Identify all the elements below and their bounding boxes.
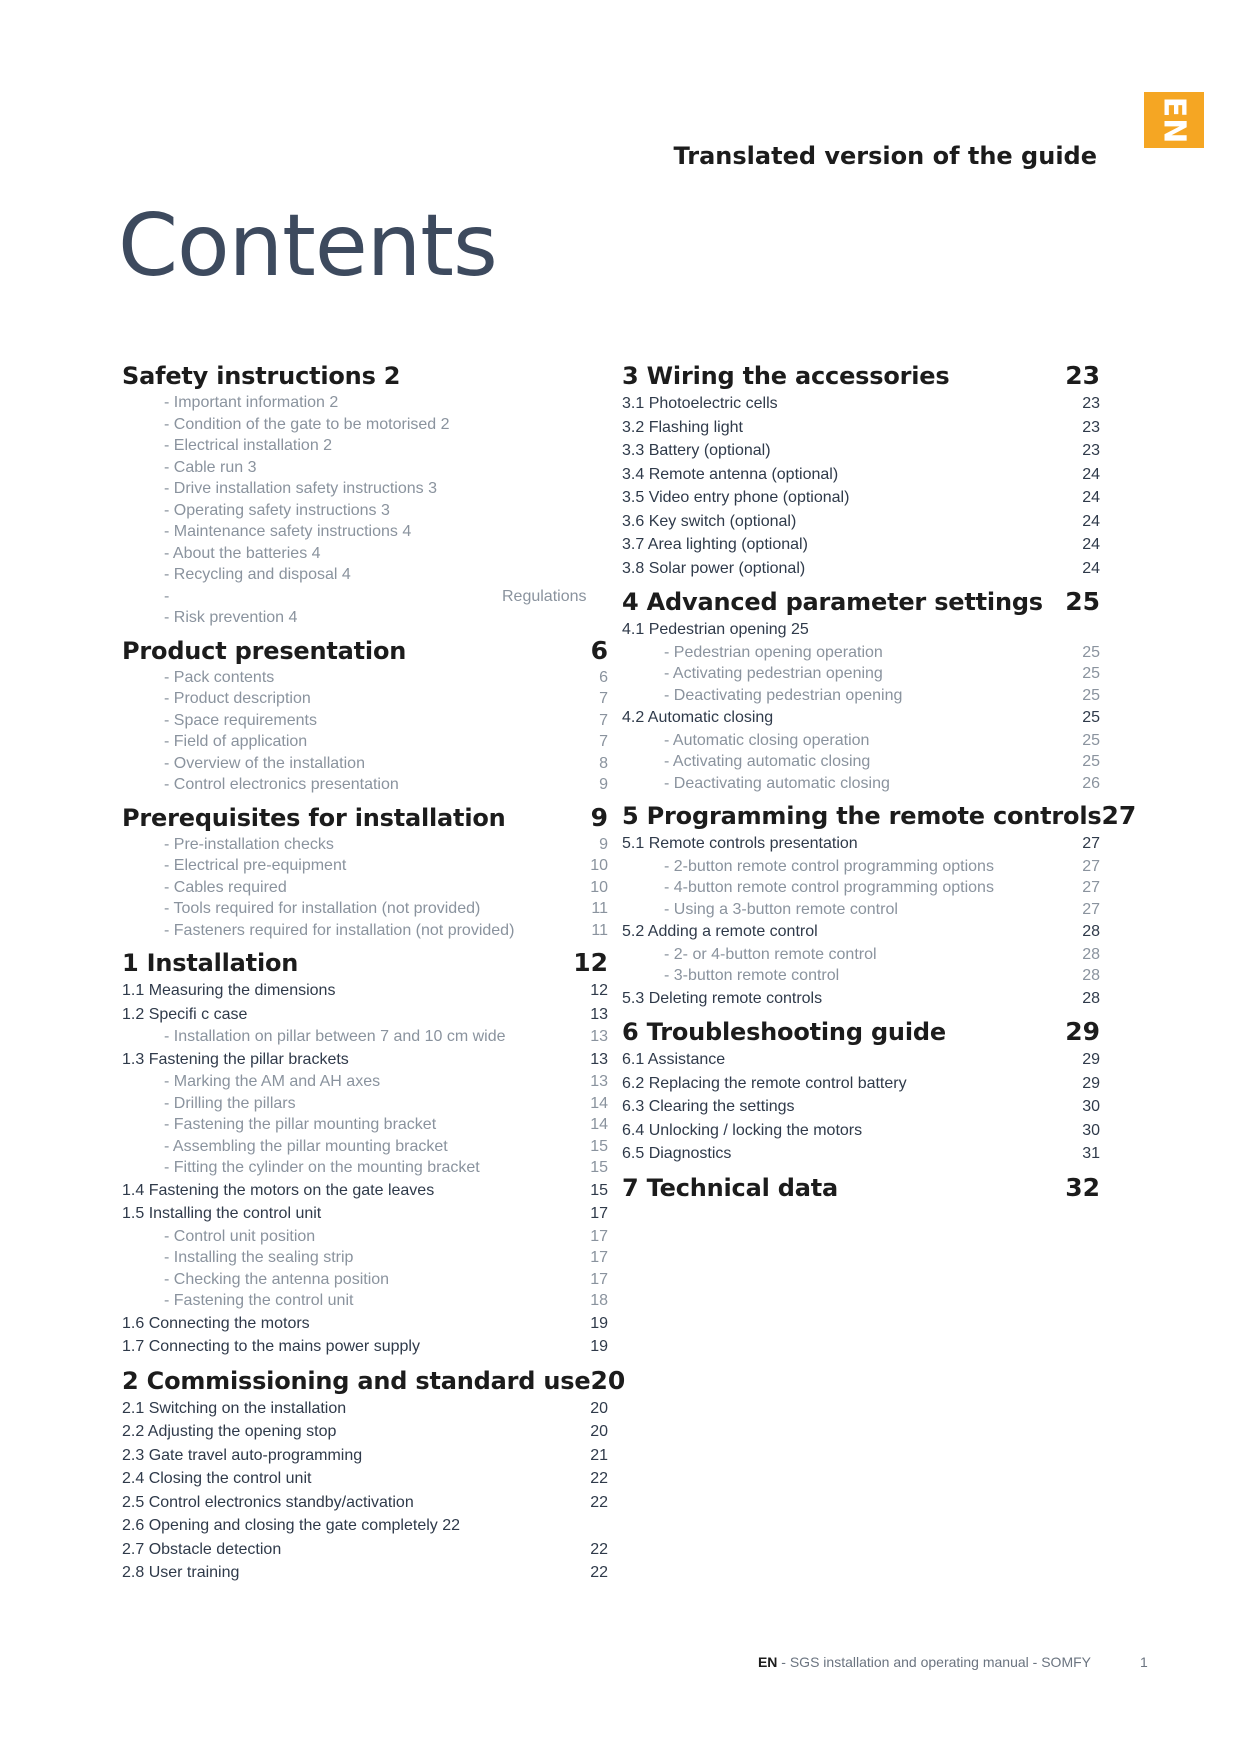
toc-entry-title: 6 Troubleshooting guide xyxy=(622,1018,946,1046)
toc-entry-title: - Installation on pillar between 7 and 10 cm wide xyxy=(164,1028,506,1045)
toc-page-number: 9 xyxy=(590,802,608,832)
toc-entry-title: Safety instructions 2 xyxy=(122,362,401,390)
toc-section-heading[interactable] xyxy=(122,947,608,979)
toc-entry[interactable] xyxy=(122,435,608,457)
toc-entry[interactable] xyxy=(622,877,1100,899)
toc-entry-title: - Cable run 3 xyxy=(164,458,257,476)
toc-entry[interactable] xyxy=(122,1026,608,1048)
toc-entry[interactable] xyxy=(622,773,1100,795)
toc-entry-title: - Recycling and disposal 4 xyxy=(164,566,351,583)
toc-entry-title: 6.4 Unlocking / locking the motors xyxy=(622,1121,863,1139)
toc-entry[interactable] xyxy=(122,1335,608,1359)
toc-entry-title: - Cables required xyxy=(164,878,287,896)
toc-page-number: 23 xyxy=(1082,442,1100,459)
toc-entry[interactable] xyxy=(122,710,608,732)
toc-page-number: 20 xyxy=(590,1365,626,1395)
toc-entry[interactable] xyxy=(622,463,1100,487)
toc-entry-title: 7 Technical data xyxy=(622,1173,838,1202)
toc-page-number: 15 xyxy=(590,1159,608,1176)
toc-page-number: 27 xyxy=(1101,801,1137,830)
toc-page-number: 27 xyxy=(1082,879,1100,896)
toc-entry-title: 6.2 Replacing the remote control battery xyxy=(622,1074,907,1092)
toc-entry-title: 4.2 Automatic closing xyxy=(622,709,774,726)
toc-entry-title: - Product description xyxy=(164,690,311,707)
toc-page-number: 22 xyxy=(590,1470,608,1487)
toc-entry-title: - Condition of the gate to be motorised 2 xyxy=(164,415,450,433)
toc-entry[interactable] xyxy=(622,618,1100,642)
toc-entry[interactable] xyxy=(122,1071,608,1093)
toc-entry-title: - Space requirements xyxy=(164,711,317,729)
toc-entry[interactable] xyxy=(122,1420,608,1444)
toc-entry-title: 1.5 Installing the control unit xyxy=(122,1205,322,1222)
toc-entry[interactable] xyxy=(622,439,1100,463)
toc-page-number: 19 xyxy=(590,1314,608,1332)
toc-entry-title: - Important information 2 xyxy=(164,394,339,411)
toc-entry-title: 1 Installation xyxy=(122,949,299,977)
toc-page-number: 20 xyxy=(590,1423,608,1440)
toc-entry[interactable] xyxy=(622,416,1100,440)
footer-text: - SGS installation and operating manual - SOMFY xyxy=(777,1654,1091,1670)
toc-entry-title: - Operating safety instructions 3 xyxy=(164,501,390,519)
toc-entry[interactable] xyxy=(122,1397,608,1421)
toc-page-number: 25 xyxy=(1082,686,1100,704)
toc-entry[interactable] xyxy=(122,898,608,920)
toc-entry[interactable] xyxy=(122,1247,608,1269)
toc-entry-title: - Electrical pre-equipment xyxy=(164,857,347,874)
toc-page-number: 13 xyxy=(590,1028,608,1045)
toc-entry[interactable] xyxy=(122,753,608,775)
toc-page-number: 17 xyxy=(590,1205,608,1222)
toc-entry-title: 4.1 Pedestrian opening 25 xyxy=(622,621,809,638)
toc-entry[interactable] xyxy=(622,685,1100,707)
toc-page-number: 28 xyxy=(1082,989,1100,1007)
toc-entry-title: - Marking the AM and AH axes xyxy=(164,1073,381,1090)
toc-entry-title: - Fasteners required for installation (not provided) xyxy=(164,921,515,939)
toc-page-number: 22 xyxy=(590,1540,608,1558)
toc-page-number: 30 xyxy=(1082,1098,1100,1115)
toc-entry[interactable] xyxy=(622,1119,1100,1143)
toc-page-number: 15 xyxy=(590,1137,608,1155)
toc-section-heading[interactable] xyxy=(122,802,608,834)
toc-page-number: 29 xyxy=(1065,1017,1100,1046)
toc-page-number: 12 xyxy=(573,948,608,977)
toc-entry-title: - Checking the antenna position xyxy=(164,1270,390,1288)
toc-entry[interactable] xyxy=(122,979,608,1003)
toc-page-number: 28 xyxy=(1082,945,1100,963)
toc-page-number: 25 xyxy=(1065,587,1100,616)
toc-entry-title: - Field of application xyxy=(164,733,308,750)
toc-entry[interactable] xyxy=(122,1269,608,1291)
toc-entry-title: - Activating automatic closing xyxy=(664,753,871,770)
toc-page-number: 8 xyxy=(599,754,608,772)
toc-entry-title: - Deactivating automatic closing xyxy=(664,774,890,792)
toc-entry-title: - 2-button remote control programming options xyxy=(664,857,994,875)
toc-entry[interactable] xyxy=(122,1561,608,1585)
toc-entry-title: 3 Wiring the accessories xyxy=(622,362,950,390)
toc-page-number: 27 xyxy=(1082,857,1100,875)
toc-page-number: 12 xyxy=(590,982,608,999)
toc-entry-title: 1.1 Measuring the dimensions xyxy=(122,982,336,999)
toc-page-number: 27 xyxy=(1082,900,1100,918)
toc-entry[interactable] xyxy=(122,774,608,796)
toc-entry[interactable] xyxy=(122,877,608,899)
toc-page-number: 25 xyxy=(1082,709,1100,726)
toc-entry-title: - xyxy=(164,587,170,605)
toc-entry[interactable] xyxy=(122,667,608,689)
toc-entry-title: - Fitting the cylinder on the mounting bracket xyxy=(164,1159,480,1176)
toc-right-column xyxy=(622,360,1137,1204)
toc-entry[interactable] xyxy=(622,486,1100,510)
toc-entry-title: 6.5 Diagnostics xyxy=(622,1145,732,1162)
toc-entry[interactable] xyxy=(622,510,1100,534)
toc-section-heading[interactable] xyxy=(122,1365,626,1397)
toc-entry[interactable] xyxy=(122,1048,608,1072)
toc-section-heading[interactable] xyxy=(622,586,1100,618)
toc-entry[interactable] xyxy=(622,1072,1100,1096)
toc-entry[interactable] xyxy=(122,1226,608,1248)
toc-entry-title: Product presentation xyxy=(122,636,407,665)
toc-page-number: 6 xyxy=(590,635,608,665)
toc-entry-title: 3.3 Battery (optional) xyxy=(622,442,771,459)
toc-page-number: 29 xyxy=(1082,1051,1100,1068)
toc-page-number: 7 xyxy=(599,711,608,729)
toc-page-number: 15 xyxy=(590,1181,608,1199)
toc-entry[interactable] xyxy=(122,478,608,500)
toc-entry-title: - Activating pedestrian opening xyxy=(664,665,883,682)
toc-page-number: 30 xyxy=(1082,1121,1100,1139)
toc-page-number: 14 xyxy=(590,1116,608,1133)
toc-page-number: 9 xyxy=(599,776,608,793)
toc-page-number: 23 xyxy=(1082,395,1100,412)
toc-page-number: 22 xyxy=(590,1564,608,1581)
toc-entry[interactable] xyxy=(122,414,608,436)
page-title: Contents xyxy=(118,196,497,296)
toc-page-number: 25 xyxy=(1082,731,1100,749)
footer xyxy=(758,1654,1091,1670)
toc-entry[interactable] xyxy=(122,1491,608,1515)
language-tab-label: EN xyxy=(1156,96,1192,144)
toc-page-number: 25 xyxy=(1082,665,1100,682)
toc-entry-title: - Electrical installation 2 xyxy=(164,437,333,454)
toc-page-number: 28 xyxy=(1082,923,1100,940)
toc-page-number: 7 xyxy=(599,733,608,750)
toc-entry-title: - Using a 3-button remote control xyxy=(664,900,898,918)
toc-page-number: 10 xyxy=(590,857,608,874)
toc-entry-title: - Overview of the installation xyxy=(164,754,365,772)
toc-entry[interactable] xyxy=(122,834,608,856)
toc-page-number: 25 xyxy=(1082,753,1100,770)
toc-page-number: 10 xyxy=(590,878,608,896)
toc-page-number: 17 xyxy=(590,1270,608,1288)
toc-entry-title: 3.2 Flashing light xyxy=(622,418,743,436)
toc-entry[interactable] xyxy=(622,944,1100,966)
toc-entry-title: - Fastening the control unit xyxy=(164,1292,354,1309)
toc-entry-title: 2.8 User training xyxy=(122,1564,240,1581)
toc-entry-title: - Risk prevention 4 xyxy=(164,609,298,626)
toc-page-number: 28 xyxy=(1082,967,1100,984)
toc-page-number: 18 xyxy=(590,1292,608,1309)
toc-entry[interactable] xyxy=(122,607,608,629)
toc-entry[interactable] xyxy=(622,899,1100,921)
toc-page-number: 9 xyxy=(599,835,608,853)
toc-entry-title: 5.1 Remote controls presentation xyxy=(622,835,858,852)
toc-entry-title: 3.1 Photoelectric cells xyxy=(622,395,778,412)
toc-entry-title: - Pre-installation checks xyxy=(164,835,334,853)
toc-entry-title: 3.7 Area lighting (optional) xyxy=(622,536,808,553)
toc-page-number: 24 xyxy=(1082,465,1100,483)
toc-entry[interactable] xyxy=(122,392,608,414)
toc-entry[interactable] xyxy=(122,1444,608,1468)
toc-entry[interactable] xyxy=(122,457,608,479)
toc-entry-title: 4 Advanced parameter settings xyxy=(622,588,1043,616)
toc-entry[interactable] xyxy=(622,856,1100,878)
toc-entry[interactable] xyxy=(122,1003,608,1027)
toc-entry-title: - 3-button remote control xyxy=(664,967,840,984)
language-tab xyxy=(1144,92,1204,148)
toc-entry[interactable] xyxy=(122,1312,608,1336)
toc-entry-title: 2.5 Control electronics standby/activation xyxy=(122,1493,414,1511)
toc-entry-title: 6.3 Clearing the settings xyxy=(622,1098,795,1115)
toc-entry-title: 2.6 Opening and closing the gate completely 22 xyxy=(122,1517,461,1534)
toc-entry-title: - Pack contents xyxy=(164,668,275,686)
toc-page-number: 11 xyxy=(591,921,608,939)
toc-entry-title: Prerequisites for installation xyxy=(122,803,506,832)
toc-entry-title: 1.6 Connecting the motors xyxy=(122,1314,310,1332)
toc-page-number: 27 xyxy=(1082,835,1100,852)
toc-entry[interactable] xyxy=(622,392,1100,416)
toc-page-number: 24 xyxy=(1082,559,1100,577)
toc-page-number: 13 xyxy=(590,1050,608,1068)
toc-entry-title: - Control electronics presentation xyxy=(164,776,399,793)
toc-entry-title: - Pedestrian opening operation xyxy=(664,643,883,661)
toc-entry-title: 6.1 Assistance xyxy=(622,1051,726,1068)
toc-entry[interactable] xyxy=(122,500,608,522)
toc-page-number: 24 xyxy=(1082,536,1100,553)
toc-entry[interactable] xyxy=(122,521,608,543)
toc-entry-title: 2.7 Obstacle detection xyxy=(122,1540,282,1558)
toc-entry[interactable] xyxy=(122,1514,608,1538)
toc-entry[interactable] xyxy=(622,1142,1100,1166)
page-number: 1 xyxy=(1140,1654,1148,1670)
footer-lang: EN xyxy=(757,1654,778,1670)
toc-entry-title: - Fastening the pillar mounting bracket xyxy=(164,1116,437,1133)
toc-page-number: 21 xyxy=(590,1446,608,1464)
toc-section-heading[interactable] xyxy=(622,1016,1100,1048)
toc-entry-title: 1.7 Connecting to the mains power supply xyxy=(122,1338,420,1355)
toc-page-number: 14 xyxy=(590,1094,608,1112)
toc-entry-title: 2.4 Closing the control unit xyxy=(122,1470,312,1487)
toc-entry-title: 2.1 Switching on the installation xyxy=(122,1399,347,1417)
toc-entry-title: 3.6 Key switch (optional) xyxy=(622,512,797,530)
toc-entry xyxy=(122,586,608,608)
toc-entry-title: 3.8 Solar power (optional) xyxy=(622,559,806,577)
toc-entry-title: 1.3 Fastening the pillar brackets xyxy=(122,1050,349,1068)
toc-entry[interactable] xyxy=(622,1048,1100,1072)
toc-entry[interactable] xyxy=(622,751,1100,773)
toc-entry[interactable] xyxy=(122,688,608,710)
toc-page-number: 7 xyxy=(599,690,608,707)
toc-page-number: 32 xyxy=(1065,1172,1100,1202)
toc-page-number: 23 xyxy=(1082,418,1100,436)
toc-entry-title: - Control unit position xyxy=(164,1227,316,1245)
toc-page-number: 24 xyxy=(1082,512,1100,530)
toc-page-number: 13 xyxy=(590,1073,608,1090)
toc-entry[interactable] xyxy=(122,1538,608,1562)
toc-entry[interactable] xyxy=(122,920,608,942)
toc-page-number: 25 xyxy=(1082,643,1100,661)
toc-page-number: 22 xyxy=(590,1493,608,1511)
toc-entry[interactable] xyxy=(622,965,1100,987)
toc-entry[interactable] xyxy=(622,1095,1100,1119)
toc-entry[interactable] xyxy=(122,855,608,877)
toc-entry[interactable] xyxy=(122,1157,608,1179)
toc-entry-title: 3.5 Video entry phone (optional) xyxy=(622,489,850,506)
toc-entry-title: - 4-button remote control programming options xyxy=(664,879,994,896)
guide-version-note: Translated version of the guide xyxy=(673,142,1097,170)
toc-entry[interactable] xyxy=(122,1136,608,1158)
toc-entry-title: - Tools required for installation (not provided) xyxy=(164,900,481,917)
toc-page-number: 24 xyxy=(1082,489,1100,506)
toc-page-number: 17 xyxy=(590,1249,608,1266)
toc-entry[interactable] xyxy=(122,564,608,586)
toc-entry[interactable] xyxy=(622,557,1100,581)
toc-entry[interactable] xyxy=(122,1202,608,1226)
toc-entry[interactable] xyxy=(122,1179,608,1203)
toc-entry[interactable] xyxy=(122,543,608,565)
toc-entry-title: 1.2 Specifi c case xyxy=(122,1005,248,1023)
toc-page-number: 29 xyxy=(1082,1074,1100,1092)
toc-page-number: 26 xyxy=(1082,774,1100,792)
toc-entry[interactable] xyxy=(622,663,1100,685)
toc-entry-title: - Deactivating pedestrian opening xyxy=(664,686,903,704)
toc-entry-title: 3.4 Remote antenna (optional) xyxy=(622,465,839,483)
toc-page-number: 20 xyxy=(590,1399,608,1417)
toc-page-number: 6 xyxy=(599,668,608,686)
toc-entry[interactable] xyxy=(622,706,1100,730)
toc-entry-title: - Drive installation safety instructions 3 xyxy=(164,480,437,497)
toc-page-number: 13 xyxy=(590,1005,608,1023)
toc-section-heading[interactable] xyxy=(622,1172,1100,1204)
toc-entry-title: 1.4 Fastening the motors on the gate leaves xyxy=(122,1181,435,1199)
toc-section-heading[interactable] xyxy=(622,800,1137,832)
toc-entry-title: - 2- or 4-button remote control xyxy=(664,945,877,963)
toc-entry[interactable] xyxy=(122,1093,608,1115)
toc-entry-title: 5 Programming the remote controls xyxy=(622,802,1102,830)
toc-entry-title: - About the batteries 4 xyxy=(164,544,321,562)
toc-left-column xyxy=(122,360,626,1585)
toc-page-number: 23 xyxy=(1065,361,1100,390)
toc-entry-title: - Drilling the pillars xyxy=(164,1094,296,1112)
toc-entry-title: - Automatic closing operation xyxy=(664,731,870,749)
toc-entry[interactable] xyxy=(122,731,608,753)
toc-entry-title: Regulations xyxy=(502,587,587,605)
toc-entry[interactable] xyxy=(122,1290,608,1312)
toc-entry[interactable] xyxy=(122,1114,608,1136)
toc-entry-title: - Maintenance safety instructions 4 xyxy=(164,523,412,540)
toc-section-heading[interactable] xyxy=(122,360,608,392)
toc-entry-title: - Installing the sealing strip xyxy=(164,1249,354,1266)
toc-entry-title: 5.2 Adding a remote control xyxy=(622,923,818,940)
toc-entry-title: 2.3 Gate travel auto-programming xyxy=(122,1446,363,1464)
toc-page-number: 11 xyxy=(591,900,608,917)
toc-page-number: 17 xyxy=(590,1227,608,1245)
toc-entry-title: 2.2 Adjusting the opening stop xyxy=(122,1423,337,1440)
toc-entry[interactable] xyxy=(622,987,1100,1011)
toc-entry[interactable] xyxy=(622,533,1100,557)
toc-entry-title: - Assembling the pillar mounting bracket xyxy=(164,1137,448,1155)
toc-entry[interactable] xyxy=(622,832,1100,856)
toc-entry[interactable] xyxy=(622,730,1100,752)
toc-section-heading[interactable] xyxy=(622,360,1100,392)
toc-entry-title: 2 Commissioning and standard use xyxy=(122,1366,591,1395)
toc-entry[interactable] xyxy=(622,642,1100,664)
toc-entry-title: 5.3 Deleting remote controls xyxy=(622,989,823,1007)
toc-entry[interactable] xyxy=(622,920,1100,944)
toc-entry[interactable] xyxy=(122,1467,608,1491)
toc-section-heading[interactable] xyxy=(122,635,608,667)
toc-page-number: 19 xyxy=(590,1338,608,1355)
toc-page-number: 31 xyxy=(1082,1145,1100,1162)
